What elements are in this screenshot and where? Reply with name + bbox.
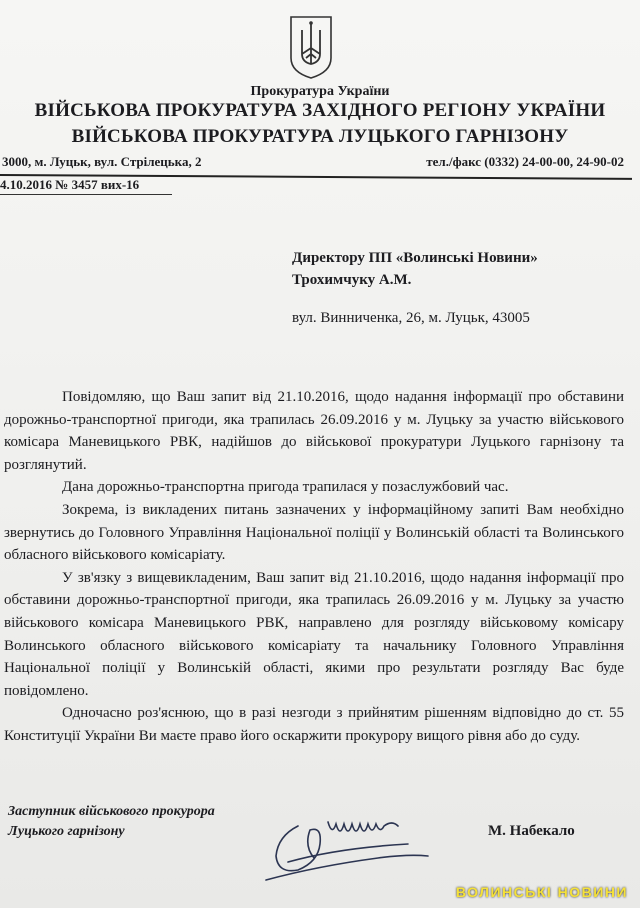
body-paragraph: Повідомляю, що Ваш запит від 21.10.2016, щодо надання інформації про обставини дорожньо-транспортної пригоди, яка трапилась 26.09.2016 у м. Луцьку за участю військового комісара Маневицького РВК, надійшов до військової прокуратури Луцького гарнізону та розглянутий.	[4, 389, 624, 473]
body-paragraph: Зокрема, із викладених питань зазначених у інформаційному запиті Вам необхідно звернутись до Головного Управління Національної поліції у Волинській області та Волинського обласного військового комісаріату.	[4, 501, 624, 564]
reference-underline	[0, 194, 172, 195]
body-paragraph: Одночасно роз'яснюю, що в разі незгоди з прийнятим рішенням відповідно до ст. 55 Конституції України Ви маєте право його оскаржити прокурору вищого рівня або до суду.	[4, 705, 624, 744]
recipient-line-1: Директору ПП «Волинські Новини»	[292, 250, 538, 266]
handwritten-signature	[258, 796, 438, 888]
authority-name: Прокуратура України	[250, 84, 390, 99]
signer-title-line-1: Заступник військового прокурора	[8, 804, 215, 819]
recipient-line-2: Трохимчуку А.М.	[292, 272, 412, 288]
signer-name: М. Набекало	[488, 823, 575, 839]
recipient-address: вул. Винниченка, 26, м. Луцьк, 43005	[292, 310, 530, 326]
office-address: 3000, м. Луцьк, вул. Стрілецька, 2	[2, 154, 202, 169]
letterhead-line-2: ВІЙСЬКОВА ПРОКУРАТУРА ЛУЦЬКОГО ГАРНІЗОНУ	[71, 126, 569, 147]
outgoing-reference: 4.10.2016 № 3457 вих-16	[0, 177, 140, 192]
signer-title-line-2: Луцького гарнізону	[8, 824, 125, 839]
trident-emblem-icon	[288, 14, 334, 80]
letterhead-line-1: ВІЙСЬКОВА ПРОКУРАТУРА ЗАХІДНОГО РЕГІОНУ УКРАЇНИ	[34, 100, 606, 121]
publisher-watermark: ВОЛИНСЬКІ НОВИНИ	[455, 884, 628, 900]
body-paragraph: У зв'язку з вищевикладеним, Ваш запит від 21.10.2016, щодо надання інформації про обставини дорожньо-транспортної пригоди, яка трапилась 26.09.2016 у м. Луцьку за участю військового комісара Маневицького РВК, направлено для розгляду військовому комісару Волинського обласного військового комісаріату та начальнику Головного Управління Національної поліції у Волинській області, якими про результати розгляду Вас буде повідомлено.	[4, 569, 624, 699]
office-phone: тел./факс (0332) 24-00-00, 24-90-02	[426, 154, 624, 169]
letter-body	[4, 386, 624, 748]
body-paragraph: Дана дорожньо-транспортна пригода трапилася у позаслужбовий час.	[62, 479, 509, 496]
